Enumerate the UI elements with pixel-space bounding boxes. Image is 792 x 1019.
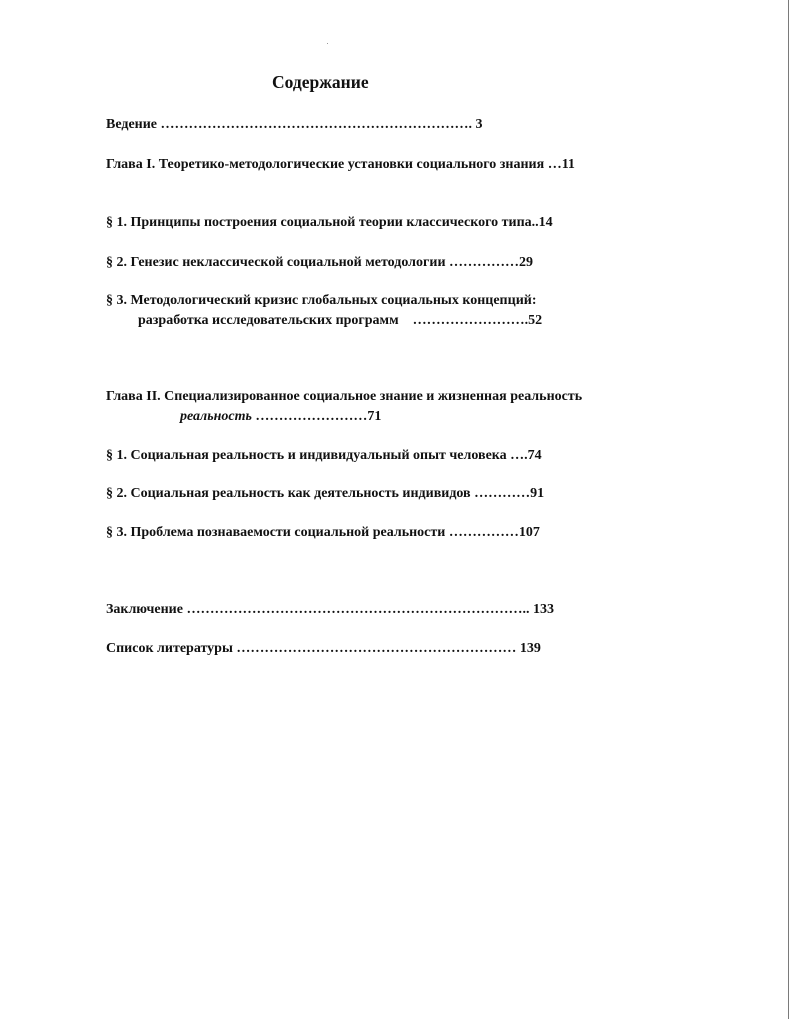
toc-entry-text: § 2. Генезис неклассической социальной методологии [106,255,446,270]
toc-entry-chapter-2-section-3 [106,525,540,542]
toc-entry-chapter-2-section-2 [106,486,544,503]
toc-leader: …………………………………………………… [232,641,520,656]
toc-page-number: 107 [518,525,540,540]
toc-page-number: 29 [519,255,534,270]
toc-leader: …………………… [251,409,368,424]
toc-entry-text-continuation: реальность [180,409,252,424]
toc-entry-chapter-1-section-1 [106,215,553,232]
toc-page-number: 74 [527,448,542,463]
page-title: Содержание [272,72,369,92]
toc-entry-text: § 3. Методологический кризис глобальных социальных концепций: [106,293,537,308]
toc-entry-text: § 1. Социальная реальность и индивидуальный опыт человека [106,448,507,463]
scan-speck [327,43,328,44]
toc-entry-text: Список литературы [106,641,233,656]
toc-entry-text-continuation: разработка исследовательских программ [138,313,399,328]
toc-page-number: 91 [530,486,545,501]
toc-entry-chapter-2-section-1 [106,448,542,465]
toc-entry-chapter-1 [106,157,575,174]
toc-entry-references [106,641,541,658]
toc-leader: ………… [470,486,531,501]
toc-page-number: 11 [561,157,575,172]
toc-leader: ……………………………………………………………….. [182,602,533,617]
toc-leader: ……………………. [398,313,529,328]
toc-entry-text: § 1. Принципы построения социальной теории классического типа.. [106,215,539,230]
scan-edge-line [788,0,789,1019]
toc-entry-introduction [106,117,483,134]
toc-page-number: 133 [532,602,554,617]
toc-leader: …. [506,448,528,463]
toc-entry-chapter-1-section-2 [106,255,533,272]
toc-entry-chapter-2-continuation [180,409,381,426]
toc-entry-text: Ведение [106,117,158,132]
toc-entry-chapter-1-section-3 [106,293,537,310]
toc-entry-text: § 2. Социальная реальность как деятельность индивидов [106,486,471,501]
toc-page-number: 14 [538,215,553,230]
toc-entry-text: § 3. Проблема познаваемости социальной реальности [106,525,446,540]
toc-entry-text: Глава II. Специализированное социальное знание и жизненная реальность [106,389,583,404]
toc-entry-conclusion [106,602,554,619]
toc-page-number: 52 [528,313,543,328]
toc-leader: …………… [445,525,519,540]
toc-page-number: 3 [475,117,483,132]
toc-page-number: 139 [519,641,541,656]
toc-leader: …………… [445,255,520,270]
toc-page-number: 71 [367,409,382,424]
toc-entry-chapter-1-section-3-continuation [138,313,542,330]
toc-entry-text: Заключение [106,602,183,617]
toc-leader: …………………………………………………………. [157,117,476,132]
toc-entry-chapter-2 [106,389,582,406]
toc-entry-text: Глава I. Теоретико-методологические установки социального знания … [106,157,562,172]
